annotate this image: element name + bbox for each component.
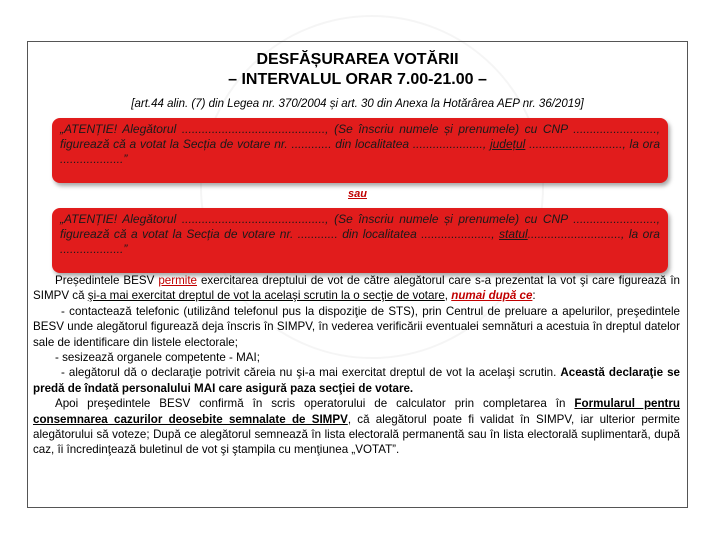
warning-text: „ATENȚIE! Alegătorul ..........................................., (Se înscriu numele și prenumele) cu CNP ........................., figurează că a votat la Secția de votare nr. ............ din localitatea .....................,: [60, 212, 660, 241]
warning-box-county: [52, 118, 668, 183]
warning-country-word: statul: [499, 227, 528, 241]
warning-text: „ATENȚIE! Alegătorul ..........................................., (Se înscriu numele și prenumele) cu CNP ........................., figurează că a votat la Secția de votare nr. ............ din localitatea .....................,: [60, 122, 660, 151]
separator-or: sau: [348, 188, 367, 200]
form-name: Formularul pentru consemnarea cazurilor deosebite semnalate de SIMPV: [33, 397, 681, 426]
already-voted-phrase: şi-a mai exercitat dreptul de vot la acelaşi scrutin la o secţie de votare: [87, 289, 445, 303]
page-title: DESFĂȘURAREA VOTĂRII: [256, 51, 459, 68]
paragraph-phone-contact: - contactează telefonic (utilizând telefonul pus la dispoziţie de STS), prin Centrul de preluare a apelurilor, preşedintele BESV unde alegătorul figurează deja înscris în SIMPV, în vederea verificării eventualei semnături a acestuia în dreptul datelor sale de identificare din listele electorale;: [33, 304, 680, 349]
procedure-text: [33, 273, 680, 458]
page-subtitle: – INTERVALUL ORAR 7.00-21.00 –: [228, 71, 487, 88]
permite-word: permite: [158, 274, 197, 287]
paragraph-notify-mai: - sesizează organele competente - MAI;: [55, 351, 260, 365]
paragraph-declaration: - alegătorul dă o declaraţie potrivit căreia nu şi-a mai exercitat dreptul de vot la acelaşi scrutin. Această declaraţie se predă de îndată personalului MAI care asigură paza secţiei de votare.: [33, 366, 681, 395]
declaration-handover: Această declaraţie se predă de îndată personalului MAI care asigură paza secţiei de votare.: [33, 366, 681, 395]
paragraph-confirmation: Apoi preşedintele BESV confirmă în scris operatorului de calculator prin completarea în Formularul pentru consemnarea cazurilor deosebite semnalate de SIMPV, că alegătorul poate fi validat în SIMPV, iar ulterior permite alegătorului să voteze; După ce alegătorul semnează în lista electorală permanentă sau în lista electorală suplimentară, după caz, îi încredinţează buletinul de vot şi ştampila cu menţiunea „VOTAT”.: [33, 397, 681, 457]
warning-text-end: ............................, la ora ...................”: [60, 137, 660, 166]
legal-reference: [art.44 alin. (7) din Legea nr. 370/2004 și art. 30 din Anexa la Hotărârea AEP nr. 36/2019]: [131, 98, 584, 110]
warning-county-word: județul: [489, 137, 526, 151]
warning-box-country: [52, 208, 668, 273]
paragraph-permission: Președintele BESV permite exercitarea dreptului de vot de către alegătorul care s-a prezentat la vot şi care figurează în SIMPV că şi-a mai exercitat dreptul de vot la acelaşi scrutin la o secţie de votare, numai după ce:: [33, 274, 681, 303]
warning-text-end: ............................, la ora ...................”: [60, 227, 660, 256]
only-after-phrase: numai după ce: [451, 289, 533, 303]
